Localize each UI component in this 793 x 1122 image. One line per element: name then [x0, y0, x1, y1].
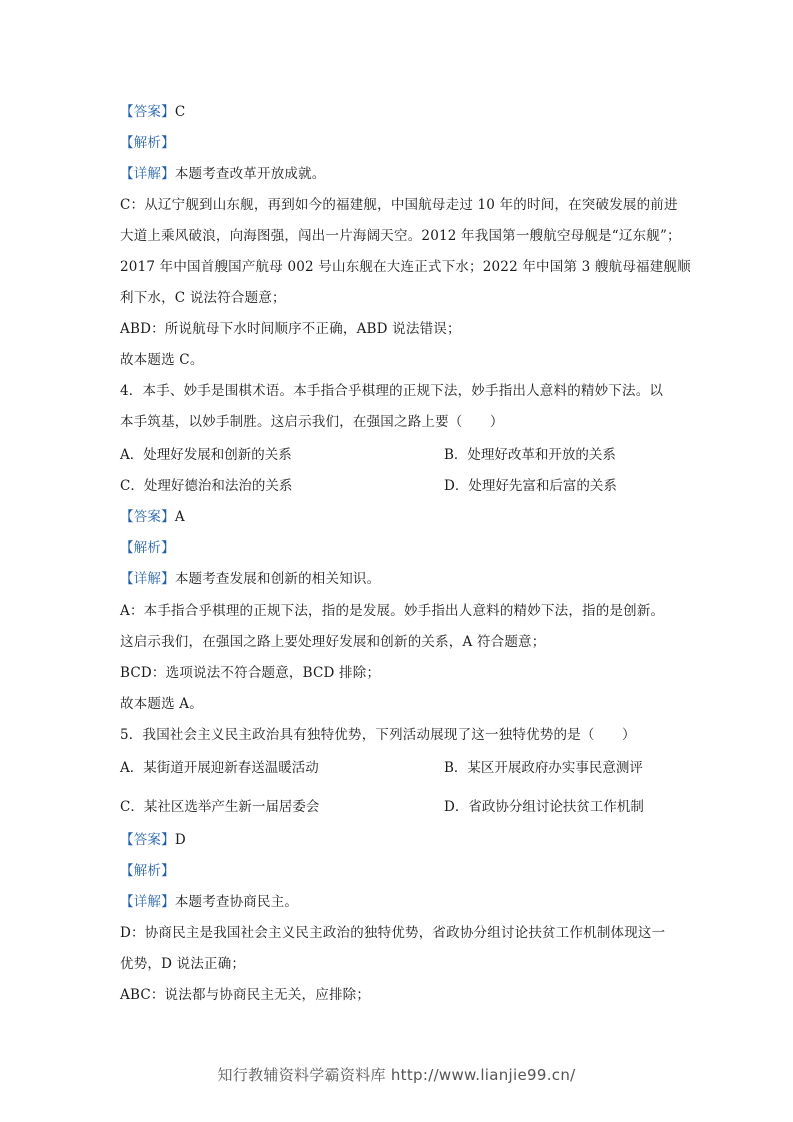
detail-tag: 【详解】 — [120, 166, 175, 182]
detail-text: 本题考查协商民主。 — [174, 894, 299, 910]
q5-analysis — [120, 861, 680, 881]
answer-tag: 【答案】 — [120, 832, 175, 848]
q3-line-2: 大道上乘风破浪，向海图强，闯出一片海阔天空。2012 年我国第一艘航空母舰是“辽东舰”； — [120, 228, 681, 244]
answer-value: D — [174, 832, 186, 848]
q4-line-2: 这启示我们，在强国之路上要处理好发展和创新的关系，A 符合题意； — [120, 634, 546, 650]
q4-option-a: A．处理好发展和创新的关系 — [120, 447, 292, 463]
q4-line-1: A：本手指合乎棋理的正规下法，指的是发展。妙手指出人意料的精妙下法，指的是创新。 — [120, 603, 665, 619]
q4-stem-2: 本手筑基，以妙手制胜。这启示我们，在强国之路上要（ ） — [120, 414, 504, 430]
q4-option-c: C．处理好德治和法治的关系 — [120, 478, 293, 494]
answer-value: A — [174, 509, 185, 525]
q4-line-3: BCD：选项说法不符合题意，BCD 排除； — [120, 665, 381, 681]
detail-text: 本题考查改革开放成就。 — [174, 166, 326, 182]
q5-stem: 5．我国社会主义民主政治具有独特优势，下列活动展现了这一独特优势的是（ ） — [120, 727, 636, 743]
q5-line-2: 优势，D 说法正确； — [120, 956, 246, 972]
q4-option-d: D．处理好先富和后富的关系 — [444, 478, 617, 494]
q5-option-a: A．某街道开展迎新春送温暖活动 — [120, 760, 319, 776]
analysis-tag: 【解析】 — [120, 863, 175, 879]
q3-line-1: C：从辽宁舰到山东舰，再到如今的福建舰，中国航母走过 10 年的时间，在突破发展的前进 — [120, 197, 678, 213]
q3-line-4: 利下水，C 说法符合题意； — [120, 290, 286, 306]
q3-line-6: 故本题选 C。 — [120, 352, 204, 368]
q4-analysis — [120, 538, 680, 558]
q4-option-b: B．处理好改革和开放的关系 — [444, 447, 616, 463]
q4-line-4: 故本题选 A。 — [120, 696, 203, 712]
q5-option-d: D．省政协分组讨论扶贫工作机制 — [444, 799, 644, 815]
q5-detail — [120, 892, 680, 912]
q3-detail — [120, 164, 680, 184]
q5-option-c: C．某社区选举产生新一届居委会 — [120, 799, 320, 815]
q5-line-3: ABC：说法都与协商民主无关，应排除； — [120, 987, 371, 1003]
q3-answer — [120, 102, 680, 122]
answer-tag: 【答案】 — [120, 104, 175, 120]
analysis-tag: 【解析】 — [120, 135, 175, 151]
q5-line-1: D：协商民主是我国社会主义民主政治的独特优势，省政协分组讨论扶贫工作机制体现这一 — [120, 925, 666, 941]
q3-line-5: ABD：所说航母下水时间顺序不正确，ABD 说法错误； — [120, 321, 461, 337]
q4-stem-1: 4．本手、妙手是围棋术语。本手指合乎棋理的正规下法，妙手指出人意料的精妙下法。以 — [120, 383, 664, 399]
q3-line-3: 2017 年中国首艘国产航母 002 号山东舰在大连正式下水；2022 年中国第 3 艘航母福建舰顺 — [120, 259, 691, 275]
q3-analysis — [120, 133, 680, 153]
detail-tag: 【详解】 — [120, 571, 175, 587]
analysis-tag: 【解析】 — [120, 540, 175, 556]
q5-answer — [120, 830, 680, 850]
answer-tag: 【答案】 — [120, 509, 175, 525]
detail-text: 本题考查发展和创新的相关知识。 — [174, 571, 381, 587]
footer-watermark: 知行教辅资料学霸资料库 http://www.lianjie99.cn/ — [217, 1066, 576, 1084]
q5-option-b: B．某区开展政府办实事民意测评 — [444, 760, 643, 776]
q4-detail — [120, 569, 680, 589]
q4-answer — [120, 507, 680, 527]
answer-value: C — [174, 104, 186, 120]
detail-tag: 【详解】 — [120, 894, 175, 910]
